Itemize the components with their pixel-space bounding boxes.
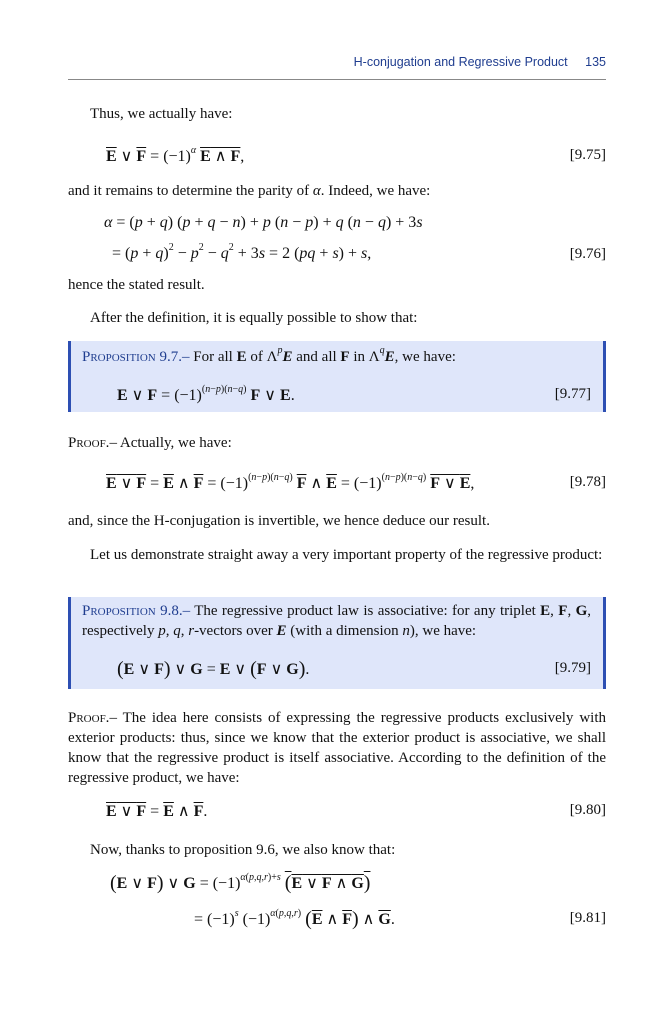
equation-9-76-line1 bbox=[68, 211, 606, 237]
equation-9-75 bbox=[68, 143, 606, 169]
paragraph-demonstrate: Let us demonstrate straight away a very important property of the regressive product: bbox=[90, 547, 603, 563]
equation-number: [9.78] bbox=[569, 474, 606, 490]
equation-9-81-math-line1: (E ∨ F) ∨ $G = (-1)^{\alpha(p,q,r)+s}$ (E ∨ F ∧ G) bbox=[110, 872, 371, 894]
page-number: 135 bbox=[585, 55, 606, 69]
equation-9-81-math-line2: = $(-1)^s$ $(-1)^{\alpha(p,q,r)}$ ($\overline{E}$ ∧ $\overline{F}$) ∧ $\overline{G}$. bbox=[194, 908, 395, 930]
equation-number: [9.80] bbox=[569, 802, 606, 818]
equation-9-80 bbox=[68, 798, 606, 824]
equation-number: [9.76] bbox=[569, 246, 606, 262]
proof-associativity: Proof.– The idea here consists of expressing the regressive products exclusively with exterior products: thus, since we know that the exterior product is associative, we shall know that the regressive product is itself associative. According to the definition of the regressive product, we have: bbox=[68, 710, 606, 786]
paragraph-parity: and it remains to determine the parity of α. Indeed, we have: bbox=[68, 183, 431, 199]
header-rule bbox=[68, 79, 606, 80]
equation-9-81-line1 bbox=[68, 870, 606, 896]
equation-number: [9.75] bbox=[569, 147, 606, 163]
paragraph-thus: Thus, we actually have: bbox=[90, 106, 233, 122]
equation-9-75-math: $\overline{E}$ ∨ $\overline{F} = (-1)^\alpha$ E ∧ F, bbox=[106, 145, 245, 165]
equation-9-79-math: (E ∨ F) ∨ G = E ∨ (F ∨ G). bbox=[117, 658, 310, 680]
running-header bbox=[68, 55, 606, 75]
equation-9-76 bbox=[68, 242, 606, 268]
paragraph-invertible: and, since the H-conjugation is invertible, we hence deduce our result. bbox=[68, 513, 490, 529]
proposition-9-8-statement: Proposition 9.8.– The regressive product law is associative: for any triplet E, F, G, respectively p, q, r-vectors over E (with a dimension n), we have: bbox=[82, 603, 592, 639]
equation-number: [9.81] bbox=[569, 910, 606, 926]
paragraph-proposition-9-6: Now, thanks to proposition 9.6, we also know that: bbox=[90, 842, 396, 858]
paragraph-hence: hence the stated result. bbox=[68, 277, 205, 293]
equation-number: [9.79] bbox=[554, 660, 591, 676]
proposition-9-7-statement: Proposition 9.7.– For all E of $\Lambda^pE$ and all F in $\Lambda^qE$, we have: bbox=[82, 345, 456, 365]
header-title: H-conjugation and Regressive Product bbox=[353, 55, 568, 69]
proof-intro: Proof.– Actually, we have: bbox=[68, 435, 232, 451]
equation-9-78-math: E ∨ $F = \overline{E}$ ∧ $\overline{F} = (-1)^{(n-p)(n-q)}$ $\overline{F}$ ∧ $\overline{E} = (-1)^{(n-p)(n-q)}$ F ∨ E, bbox=[106, 472, 475, 492]
proposition-9-7-box bbox=[68, 341, 606, 412]
equation-9-78 bbox=[68, 470, 606, 496]
equation-9-76-math-line1: α = (p + q) (p + q − n) + p (n − p) + q (n − q) + 3s bbox=[104, 214, 423, 231]
equation-9-76-math-line2: = $(p + q)^2 - p^2 - q^2 + 3s = 2$ (pq + s) + s, bbox=[112, 242, 372, 262]
equation-9-77-math: E ∨ $F = (-1)^{(n-p)(n-q)}$ F ∨ E. bbox=[117, 384, 295, 404]
equation-9-81 bbox=[68, 906, 606, 932]
equation-9-80-math: E ∨ $F = \overline{E}$ ∧ $\overline{F}$. bbox=[106, 803, 208, 820]
proposition-9-8-box bbox=[68, 597, 606, 689]
paragraph-after-definition: After the definition, it is equally possible to show that: bbox=[90, 310, 418, 326]
equation-number: [9.77] bbox=[554, 386, 591, 402]
